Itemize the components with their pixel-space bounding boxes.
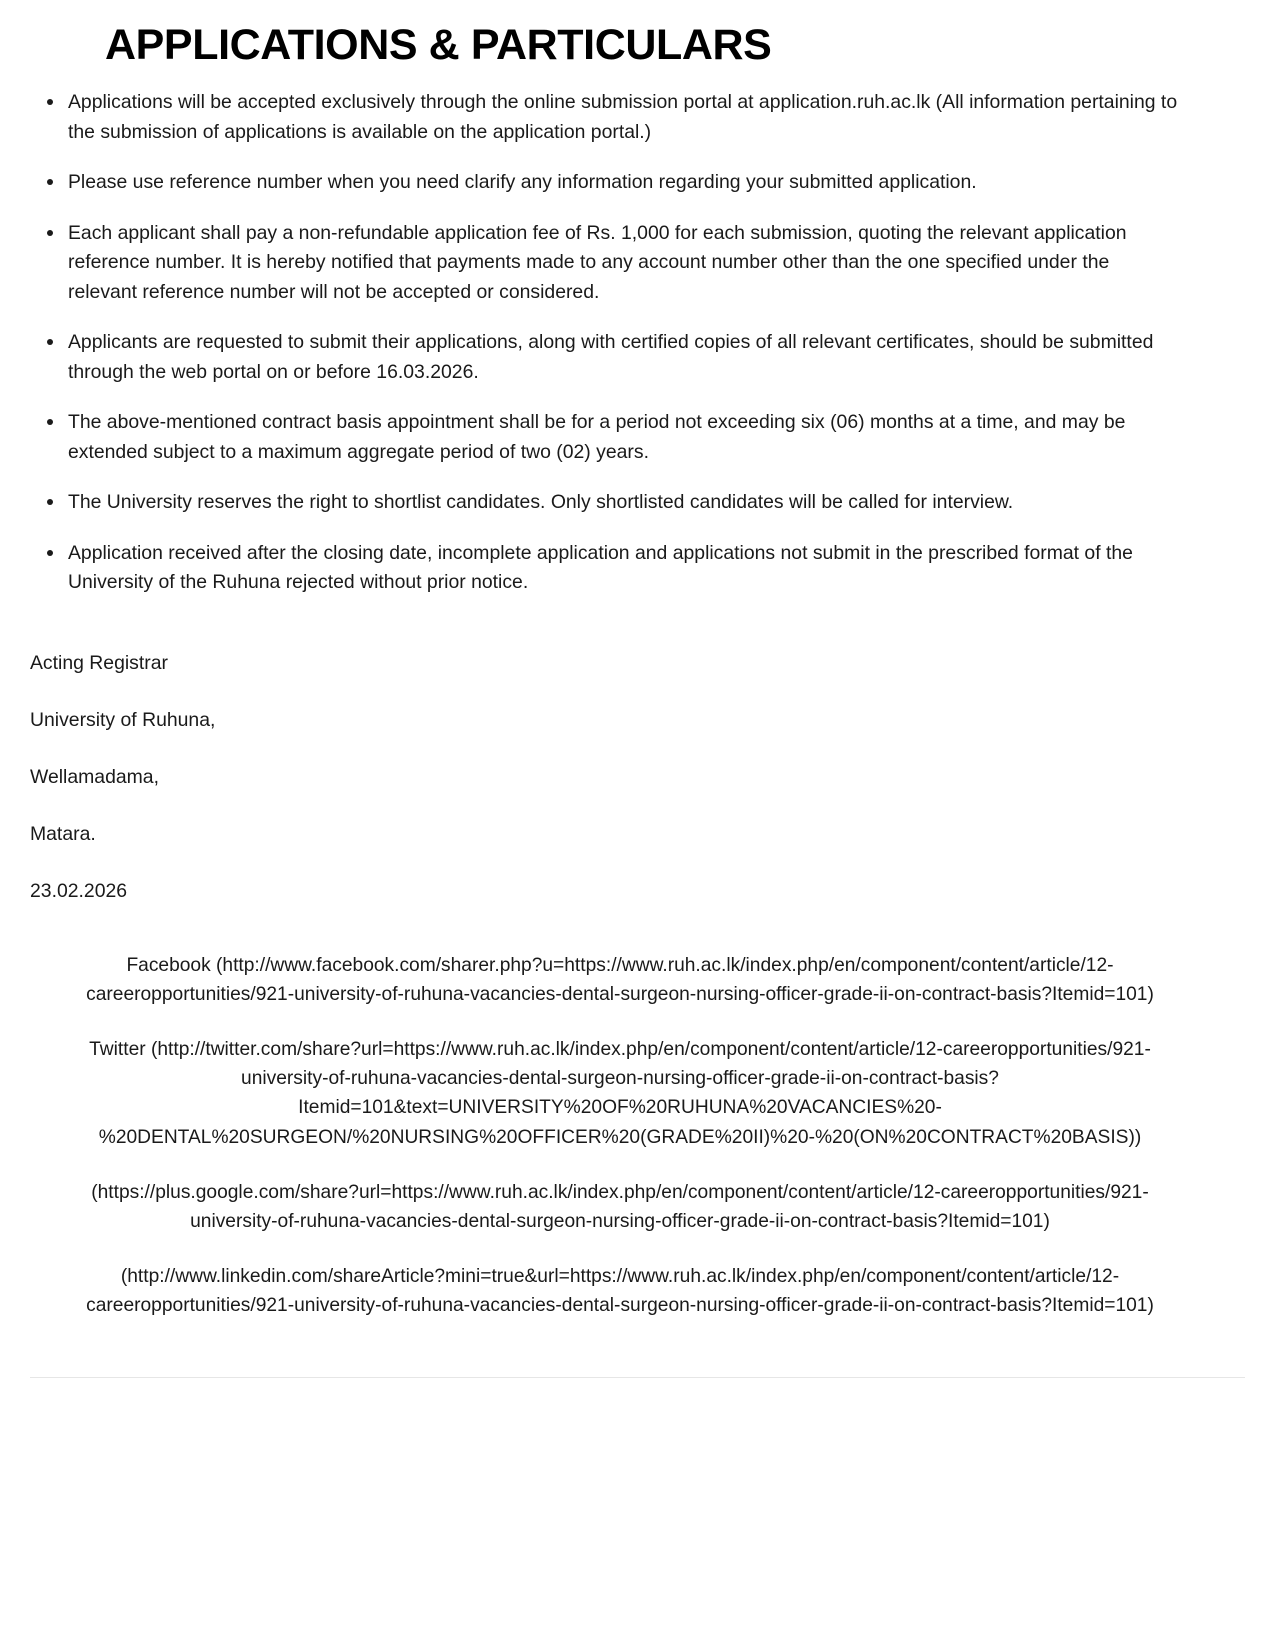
list-item (38, 88, 1179, 147)
signatory-city: Matara. (30, 823, 96, 846)
list-item-text: The University reserves the right to shortlist candidates. Only shortlisted candidates will be called for interview. (68, 491, 1014, 514)
social-share-block (0, 951, 1275, 1321)
list-item (38, 328, 1179, 387)
share-link-google-plus[interactable]: (https://plus.google.com/share?url=https://www.ruh.ac.lk/index.php/en/component/content/article/12-careeropportunities/921-university-of-ruhuna-vacancies-dental-surgeon-nursing-officer-grade-ii-on-contract-basis?Itemid=101) (91, 1181, 1149, 1232)
signature-block (0, 650, 1275, 905)
list-item (38, 219, 1179, 307)
page-title: APPLICATIONS & PARTICULARS (105, 21, 772, 69)
share-link-facebook[interactable]: Facebook (http://www.facebook.com/sharer.php?u=https://www.ruh.ac.lk/index.php/en/component/content/article/12-careeropportunities/921-university-of-ruhuna-vacancies-dental-surgeon-nursing-officer-grade-ii-on-contract-basis?Itemid=101) (86, 954, 1154, 1005)
notice-date: 23.02.2026 (30, 880, 128, 903)
list-item-text: Application received after the closing date, incomplete application and applications not submit in the prescribed format of the University of the Ruhuna rejected without prior notice. (68, 541, 1133, 594)
list-item (38, 408, 1179, 467)
list-item-text: Applications will be accepted exclusively through the online submission portal at application.ruh.ac.lk (All information pertaining to the submission of applications is available on the application portal.) (68, 91, 1178, 143)
footer-spacer (0, 1378, 1275, 1498)
signatory-address-line: Wellamadama, (30, 766, 159, 789)
list-item-text: The above-mentioned contract basis appointment shall be for a period not exceeding six (06) months at a time, and may be extended subject to a maximum aggregate period of two (02) years. (68, 411, 1126, 463)
list-item (38, 168, 1179, 197)
share-link-linkedin[interactable]: (http://www.linkedin.com/shareArticle?mini=true&url=https://www.ruh.ac.lk/index.php/en/component/content/article/12-careeropportunities/921-university-of-ruhuna-vacancies-dental-surgeon-nursing-officer-grade-ii-on-contract-basis?Itemid=101) (86, 1266, 1154, 1317)
list-item (38, 539, 1179, 598)
share-link-twitter[interactable]: Twitter (http://twitter.com/share?url=https://www.ruh.ac.lk/index.php/en/component/content/article/12-careeropportunities/921-university-of-ruhuna-vacancies-dental-surgeon-nursing-officer-grade-ii-on-contract-basis?Itemid=101&text=UNIVERSITY%20OF%20RUHUNA%20VACANCIES%20-%20DENTAL%20SURGEON/%20NURSING%20OFFICER%20(GRADE%20II)%20-%20(ON%20CONTRACT%20BASIS)) (89, 1039, 1151, 1148)
list-item (38, 488, 1179, 517)
particulars-list (0, 88, 1275, 597)
signatory-institution: University of Ruhuna, (30, 708, 216, 731)
list-item-text: Please use reference number when you need clarify any information regarding your submitted application. (68, 171, 977, 194)
list-item-text: Applicants are requested to submit their applications, along with certified copies of all relevant certificates, should be submitted through the web portal on or before 16.03.2026. (68, 331, 1154, 383)
signatory-designation: Acting Registrar (30, 651, 168, 674)
list-item-text: Each applicant shall pay a non-refundable application fee of Rs. 1,000 for each submission, quoting the relevant application reference number. It is hereby notified that payments made to any account number other than the one specified under the relevant reference number will not be accepted or considered. (68, 221, 1127, 303)
